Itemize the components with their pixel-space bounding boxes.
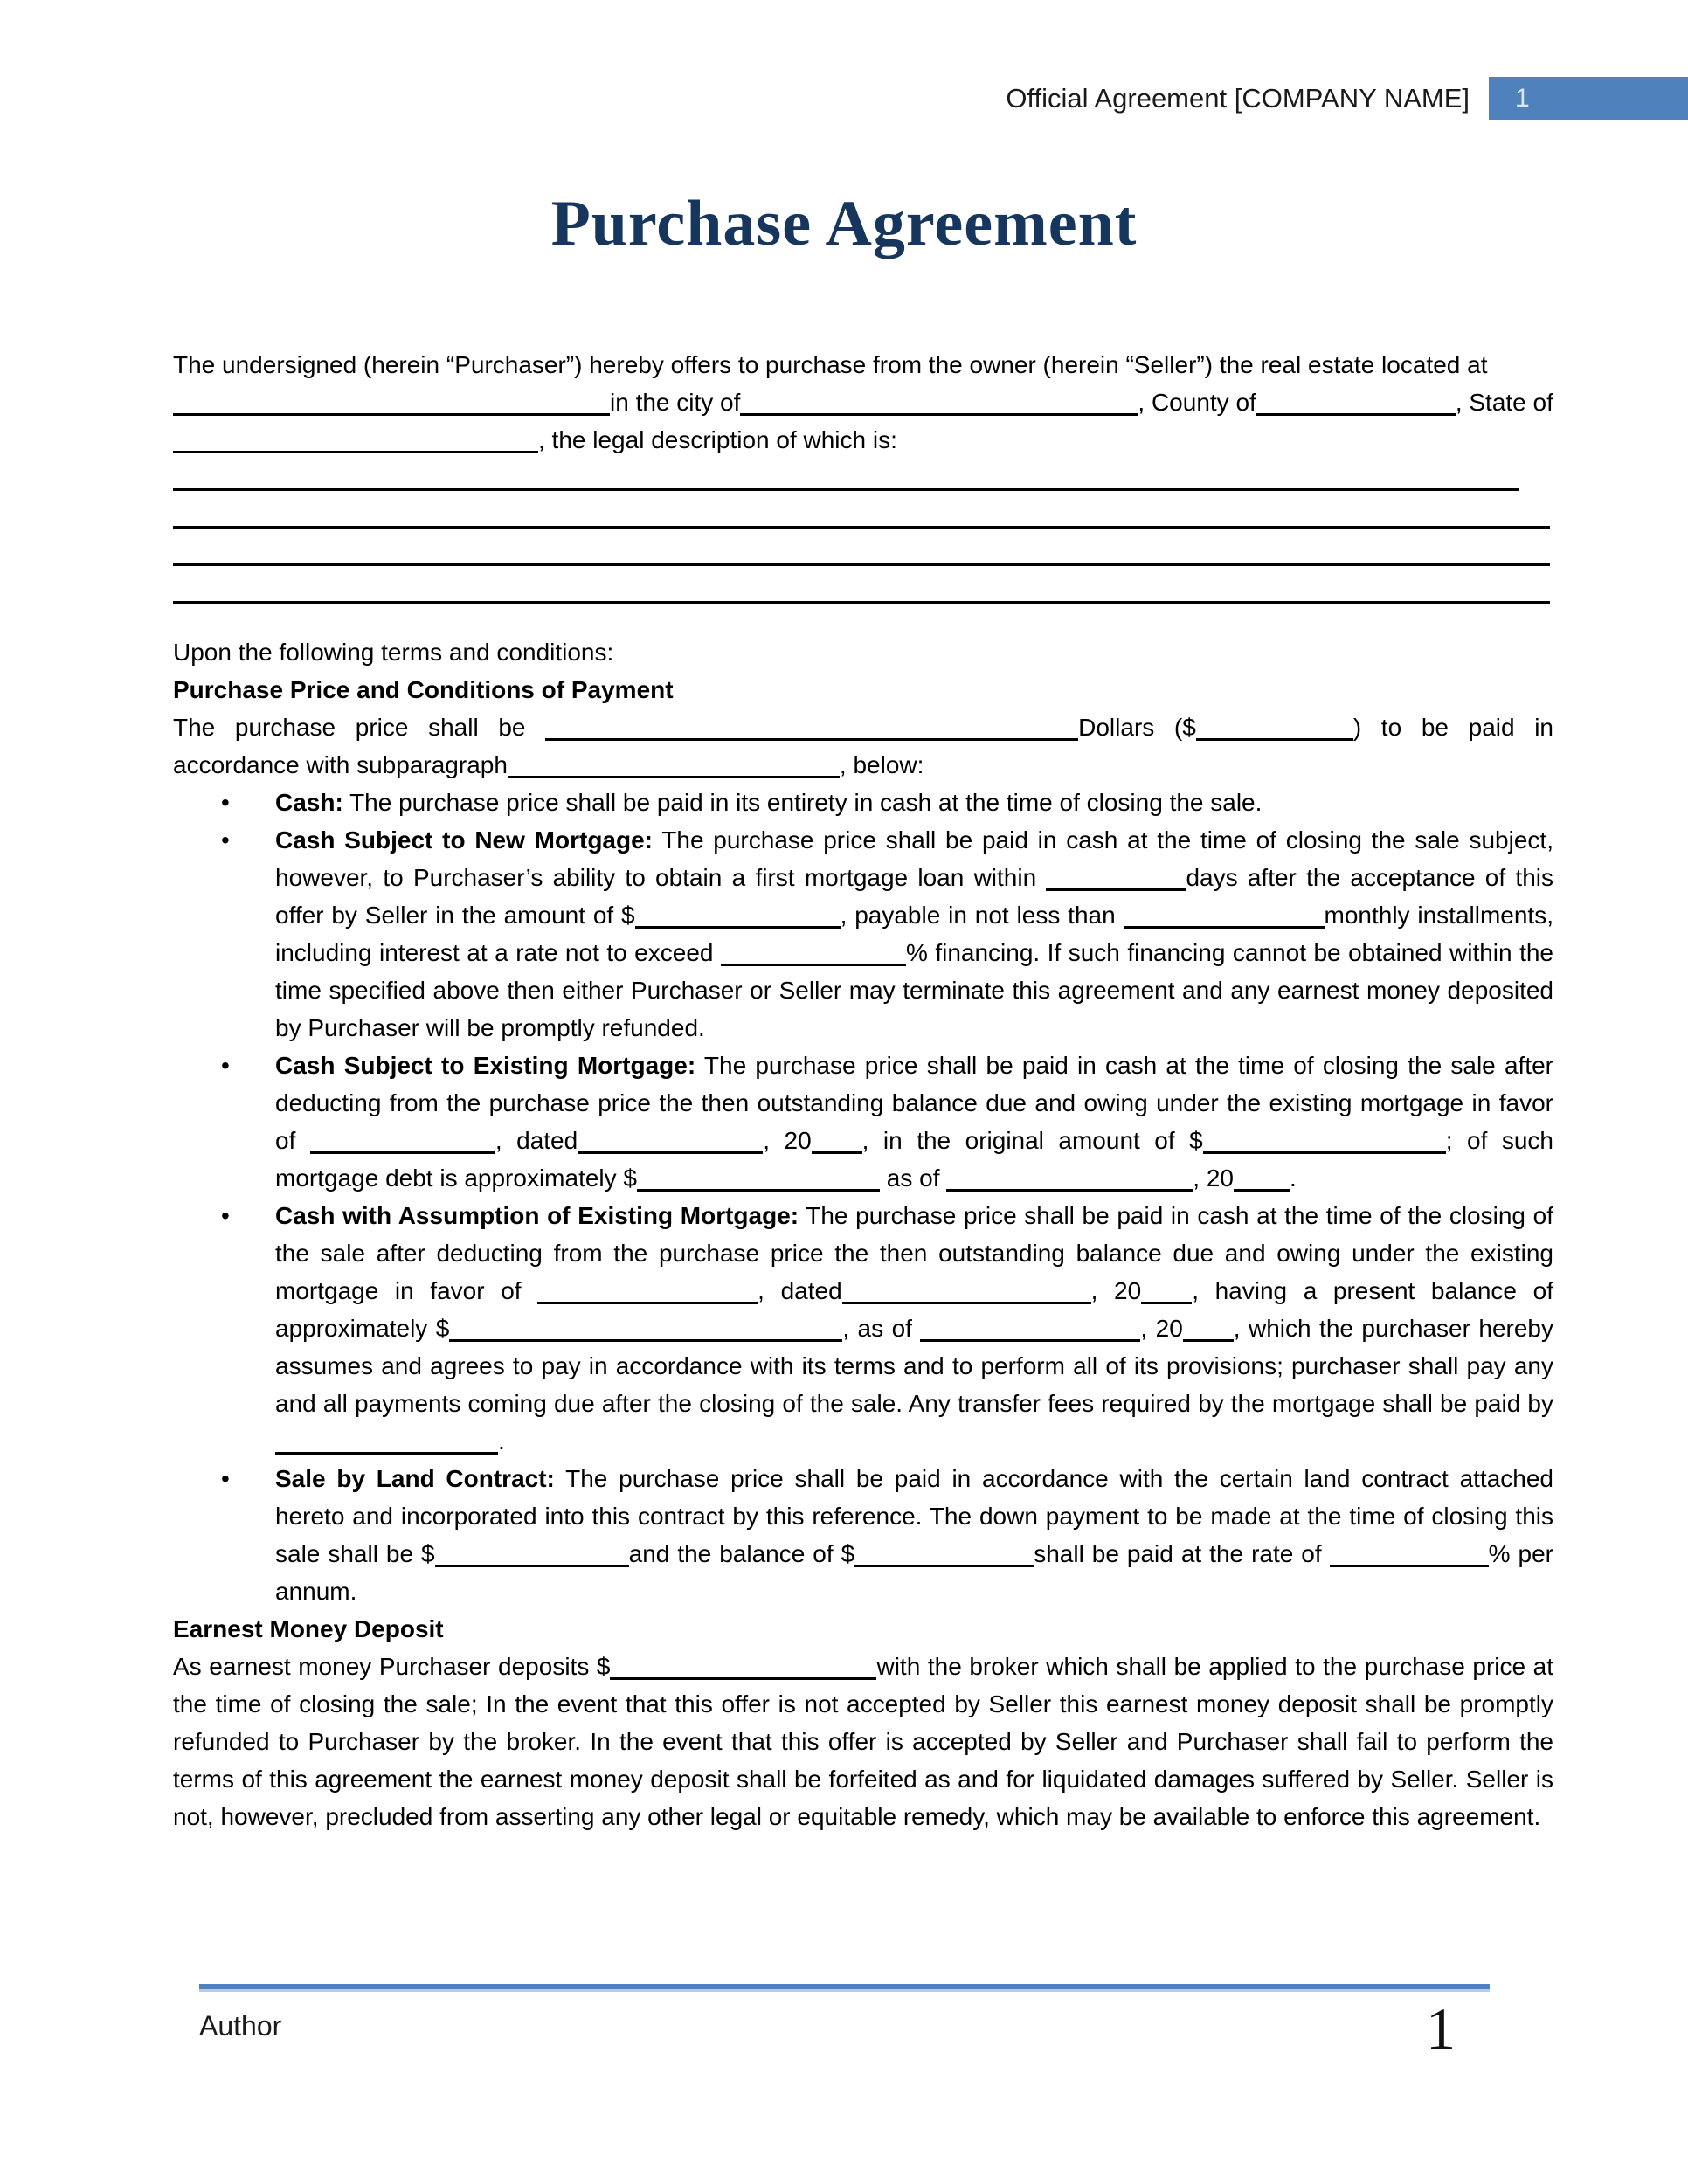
text-run: .: [498, 1427, 505, 1455]
blank-field[interactable]: [1330, 1556, 1489, 1567]
terms-intro-line: Upon the following terms and conditions:: [173, 639, 614, 666]
price-paragraph: [173, 708, 1553, 784]
text-run: , which the purchaser hereby assumes and agrees to pay in accordance with its terms and to perform all of its provisions; purchaser shall pay any and all payments coming due after the closing of the sale. Any transfer fees required by the mortgage shall be paid by: [275, 1315, 1554, 1417]
bullet-icon: •: [221, 1202, 230, 1229]
bullet-lead: Cash:: [275, 789, 343, 816]
bullet-list: [173, 784, 1553, 1610]
blank-field[interactable]: [721, 955, 906, 966]
text-run: days after the acceptance of this offer by Seller in the amount of $: [275, 864, 1553, 929]
blank-field[interactable]: [537, 1293, 758, 1304]
blank-field[interactable]: [435, 1556, 629, 1567]
header-page-number-tab: [1489, 77, 1688, 120]
paragraph-spacer: [173, 609, 1553, 633]
blank-field[interactable]: [173, 555, 1550, 566]
text-run: % per annum.: [275, 1540, 1554, 1605]
blank-field[interactable]: [1141, 1293, 1192, 1304]
bullet-icon: •: [221, 826, 230, 854]
blank-field[interactable]: [173, 592, 1550, 604]
blank-field[interactable]: [812, 1143, 862, 1154]
list-item: [173, 784, 1553, 821]
blank-field[interactable]: [449, 1330, 842, 1342]
earnest-section-heading: Earnest Money Deposit: [173, 1615, 444, 1642]
text-run: ) to be paid in accordance with subparagraph: [173, 714, 1554, 778]
blank-field[interactable]: [1256, 404, 1456, 416]
earnest-paragraph: [173, 1648, 1553, 1835]
text-run: and the balance of $: [628, 1540, 855, 1567]
text-run: shall be paid at the rate of: [1034, 1540, 1330, 1567]
text-run: , 20: [1193, 1165, 1234, 1192]
blank-field[interactable]: [1046, 880, 1186, 891]
blank-field[interactable]: [173, 442, 538, 453]
text-run: , the legal description of which is:: [538, 426, 897, 453]
text-run: as of: [880, 1165, 947, 1192]
blank-field[interactable]: [842, 1293, 1091, 1304]
text-run: , as of: [842, 1315, 921, 1342]
text-run: The purchase price shall be paid in cash at the time of closing the sale after deducting from the purchase price the then outstanding balance due and owing under the existing mortgage in favor of: [275, 1052, 1553, 1154]
text-run: monthly installments, including interest at a rate not to exceed: [275, 902, 1553, 966]
blank-field[interactable]: [1183, 1330, 1234, 1342]
blank-field[interactable]: [1203, 1143, 1446, 1154]
blank-field[interactable]: [310, 1143, 495, 1154]
text-run: , having a present balance of approximately $: [275, 1277, 1553, 1342]
text-run: Dollars ($: [1078, 714, 1196, 741]
text-run: The purchase price shall be paid in accordance with the certain land contract attached hereto and incorporated into this contract by this reference. The down payment to be made at the time of closing this sale shall be $: [275, 1465, 1554, 1567]
footer-page-number: 1: [1426, 1995, 1456, 2062]
blank-field[interactable]: [920, 1330, 1140, 1342]
text-run: % financing. If such financing cannot be obtained within the time specified above then either Purchaser or Seller may terminate this agreement and any earnest money deposited by Purchaser will be promptly refunded.: [275, 939, 1553, 1041]
text-run: , State of: [1455, 389, 1553, 416]
text-run: with the broker which shall be applied to the purchase price at the time of closing the sale; In the event that this offer is not accepted by Seller this earnest money deposit shall be promptly refunded to Purchaser by the broker. In the event that this offer is accepted by Seller and Purchaser shall fail to perform the terms of this agreement the earnest money deposit shall be forfeited as and for liquidated damages suffered by Seller. Seller is not, however, precluded from asserting any other legal or equitable remedy, which may be available to enforce this agreement.: [173, 1653, 1553, 1830]
text-run: The undersigned (herein “Purchaser”) hereby offers to purchase from the owner (herein “Seller”) the real estate located at: [173, 351, 1488, 378]
bullet-icon: •: [221, 1465, 230, 1492]
text-run: , County of: [1138, 389, 1256, 416]
blank-field[interactable]: [854, 1556, 1034, 1567]
text-run: As earnest money Purchaser deposits $: [173, 1653, 611, 1680]
text-run: , dated: [758, 1277, 842, 1304]
footer-author: Author: [199, 2010, 282, 2042]
list-item: [173, 1047, 1553, 1197]
blank-field[interactable]: [610, 1669, 876, 1680]
text-run: ; of such mortgage debt is approximately $: [275, 1127, 1553, 1192]
text-run: , 20: [1140, 1315, 1183, 1342]
bullet-lead: Cash Subject to New Mortgage:: [275, 826, 653, 854]
document-body: [173, 346, 1553, 1835]
intro-paragraph: [173, 346, 1553, 609]
text-run: , below:: [839, 751, 924, 778]
blank-field[interactable]: [578, 1143, 763, 1154]
payment-section-heading: Purchase Price and Conditions of Payment: [173, 676, 674, 703]
blank-field[interactable]: [508, 767, 840, 778]
footer-accent-rule: [199, 1984, 1490, 1992]
blank-field[interactable]: [1196, 729, 1353, 741]
blank-field[interactable]: [545, 729, 1078, 741]
blank-field[interactable]: [740, 404, 1138, 416]
blank-field[interactable]: [1124, 917, 1325, 929]
text-run: The purchase price shall be: [173, 714, 546, 741]
blank-field[interactable]: [637, 1180, 880, 1192]
blank-field[interactable]: [173, 404, 610, 416]
page-header: [173, 77, 1688, 120]
text-run: The purchase price shall be paid in its entirety in cash at the time of closing the sale.: [342, 789, 1263, 816]
blank-field[interactable]: [635, 917, 841, 929]
blank-field[interactable]: [173, 480, 1519, 491]
list-item: [173, 821, 1553, 1047]
text-run: The purchase price shall be paid in cash at the time of the closing of the sale after deducting from the purchase price the then outstanding balance due and owing under the existing mortgage in favor of: [275, 1202, 1553, 1304]
bullet-lead: Cash with Assumption of Existing Mortgage:: [275, 1202, 799, 1229]
list-item: [173, 1197, 1553, 1460]
text-run: , 20: [1090, 1277, 1142, 1304]
blank-field[interactable]: [946, 1180, 1193, 1192]
header-doc-label: Official Agreement [COMPANY NAME]: [1006, 82, 1470, 114]
text-run: The purchase price shall be paid in cash at the time of closing the sale subject, however, to Purchaser’s ability to obtain a first mortgage loan within: [275, 826, 1553, 891]
document-title: Purchase Agreement: [550, 188, 1138, 259]
bullet-icon: •: [221, 1052, 230, 1079]
bullet-icon: •: [221, 789, 230, 816]
blank-field[interactable]: [1234, 1180, 1290, 1192]
text-run: , payable in not less than: [840, 902, 1124, 929]
blank-field[interactable]: [173, 517, 1550, 529]
text-run: , in the original amount of $: [861, 1127, 1203, 1154]
text-run: in the city of: [610, 389, 741, 416]
bullet-lead: Sale by Land Contract:: [275, 1465, 555, 1492]
text-run: , dated: [495, 1127, 578, 1154]
header-page-number: 1: [1515, 83, 1530, 113]
text-run: , 20: [763, 1127, 812, 1154]
text-run: .: [1289, 1165, 1297, 1192]
blank-field[interactable]: [275, 1443, 498, 1455]
bullet-lead: Cash Subject to Existing Mortgage:: [275, 1052, 696, 1079]
list-item: [173, 1460, 1553, 1610]
